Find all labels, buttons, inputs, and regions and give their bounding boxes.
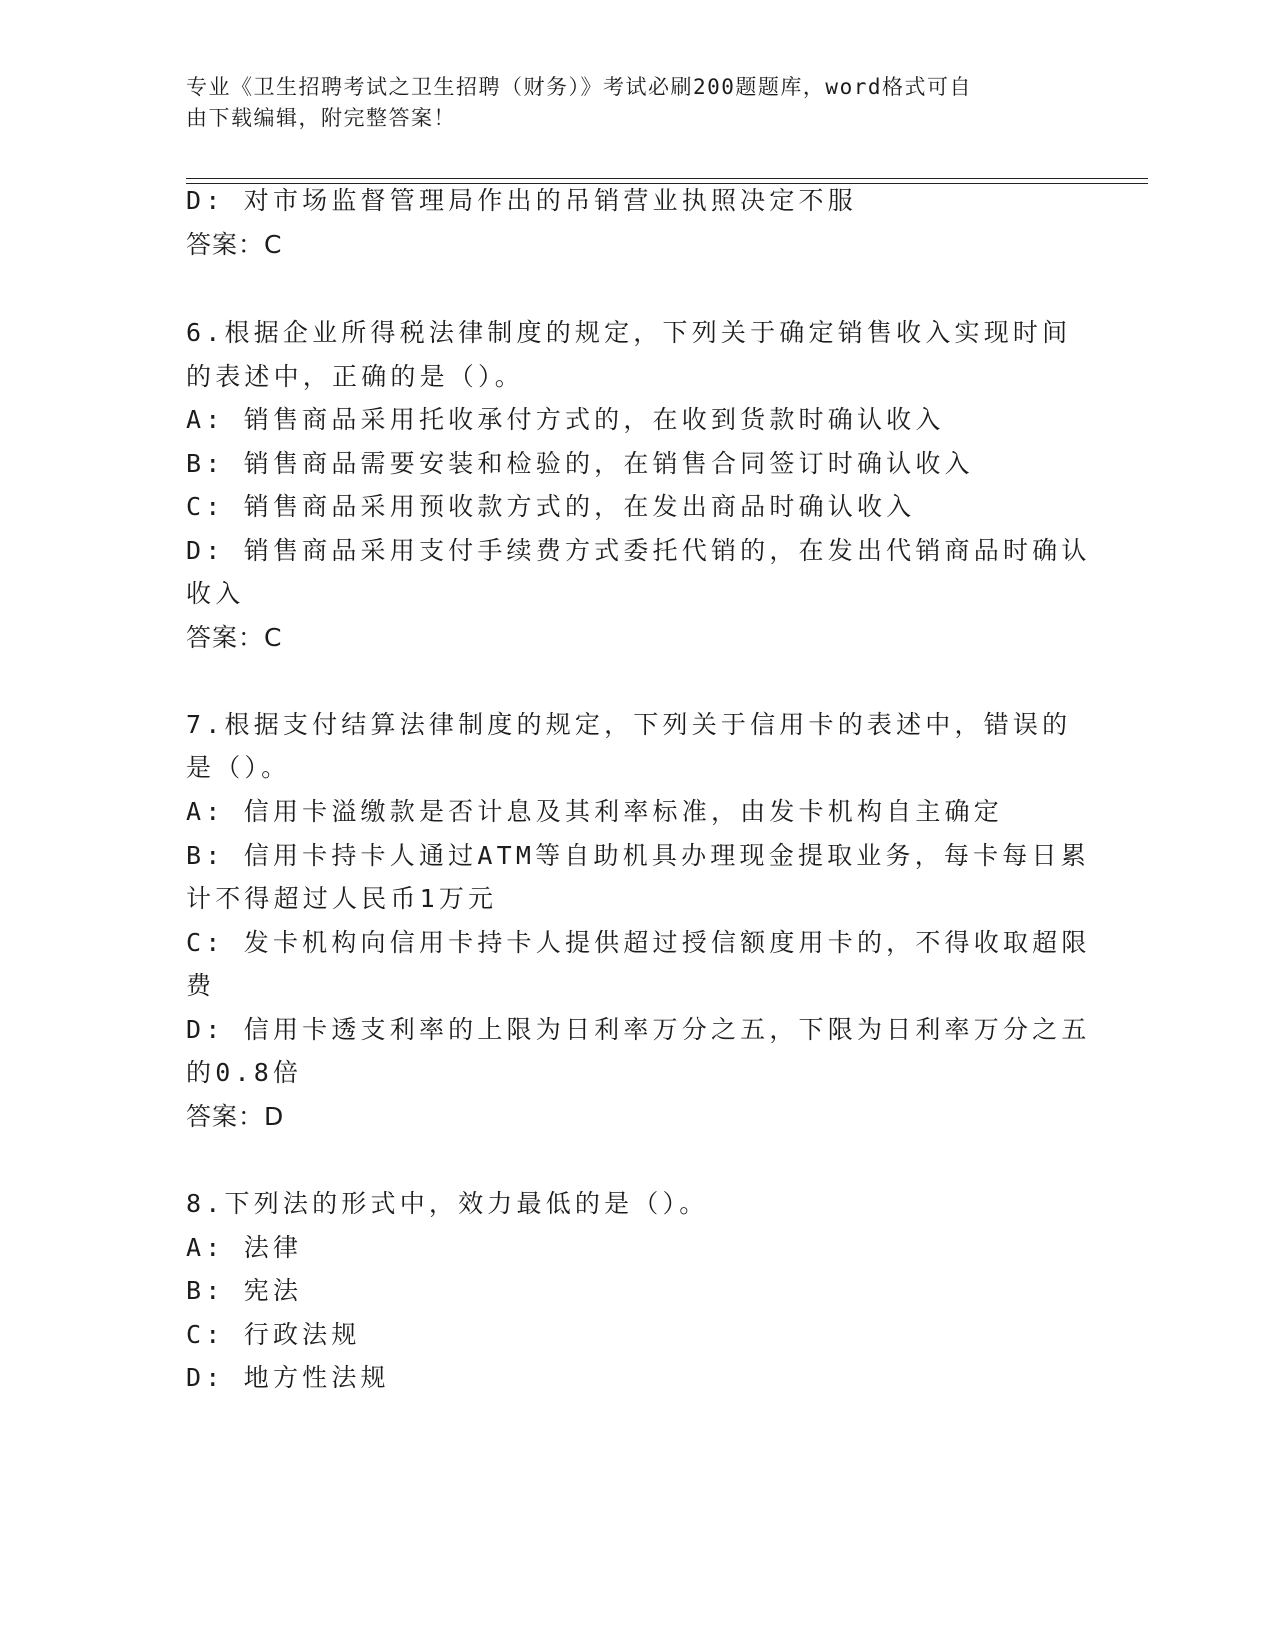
q6-answer: 答案：C <box>186 623 283 652</box>
q8-option-d: D: 地方性法规 <box>186 1363 390 1392</box>
q6-option-b: B: 销售商品需要安装和检验的，在销售合同签订时确认收入 <box>186 449 974 478</box>
q7-option-d-line-2: 的0.8倍 <box>186 1058 303 1087</box>
q6-option-d-line-2: 收入 <box>186 579 245 608</box>
header-divider-bottom <box>186 183 1148 184</box>
q7-option-b-line-1: B: 信用卡持卡人通过ATM等自助机具办理现金提取业务，每卡每日累 <box>186 841 1090 870</box>
q7-stem-line-2: 是（）。 <box>186 753 291 782</box>
q7-option-d-line-1: D: 信用卡透支利率的上限为日利率万分之五，下限为日利率万分之五 <box>186 1015 1091 1044</box>
prev-answer: 答案：C <box>186 230 283 259</box>
q8-option-a: A: 法律 <box>186 1233 303 1262</box>
q6-stem-line-2: 的表述中，正确的是（）。 <box>186 362 524 391</box>
q7-option-b-line-2: 计不得超过人民币1万元 <box>186 884 498 913</box>
q7-stem-line-1: 7.根据支付结算法律制度的规定，下列关于信用卡的表述中，错误的 <box>186 710 1072 739</box>
q8-option-c: C: 行政法规 <box>186 1320 361 1349</box>
header-divider-top <box>186 178 1148 179</box>
header-line-1: 专业《卫生招聘考试之卫生招聘（财务）》考试必刷200题题库，word格式可自 <box>186 75 972 99</box>
q7-answer: 答案：D <box>186 1102 285 1131</box>
q7-option-c-line-1: C: 发卡机构向信用卡持卡人提供超过授信额度用卡的，不得收取超限 <box>186 928 1091 957</box>
q6-stem-line-1: 6.根据企业所得税法律制度的规定，下列关于确定销售收入实现时间 <box>186 318 1072 347</box>
header-line-2: 由下载编辑，附完整答案！ <box>186 106 456 130</box>
q8-option-b: B: 宪法 <box>186 1276 303 1305</box>
q6-option-d-line-1: D: 销售商品采用支付手续费方式委托代销的，在发出代销商品时确认 <box>186 536 1091 565</box>
document-header <box>186 72 1066 134</box>
q7-option-a: A: 信用卡溢缴款是否计息及其利率标准，由发卡机构自主确定 <box>186 797 1003 826</box>
q7-option-c-line-2: 费 <box>186 971 216 1000</box>
prev-option-d: D: 对市场监督管理局作出的吊销营业执照决定不服 <box>186 186 857 215</box>
q6-option-a: A: 销售商品采用托收承付方式的，在收到货款时确认收入 <box>186 405 945 434</box>
q6-option-c: C: 销售商品采用预收款方式的，在发出商品时确认收入 <box>186 492 916 521</box>
q8-stem: 8.下列法的形式中，效力最低的是（）。 <box>186 1189 709 1218</box>
